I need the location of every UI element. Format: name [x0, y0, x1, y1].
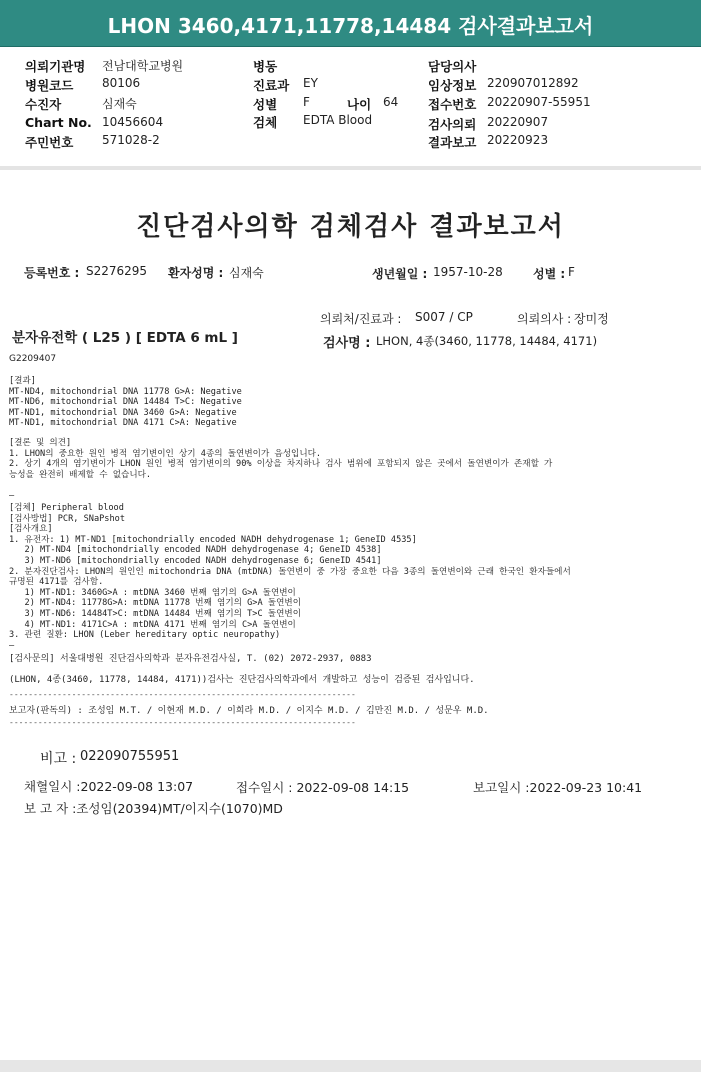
hospital-code-value: 80106 — [102, 76, 141, 90]
test-name-value: LHON, 4종(3460, 11778, 14484, 4171) — [376, 334, 598, 348]
clinical-info-value: 220907012892 — [487, 76, 579, 90]
dob-value: 1957-10-28 — [433, 265, 503, 279]
age-value: 64 — [383, 95, 399, 109]
patient-name-label: 환자성명 : — [168, 266, 224, 280]
contact-line: [검사문의] 서울대병원 진단검사의학과 분자유전검사실, T. (02) 2072-2937, 0883 — [9, 654, 372, 664]
sex-value: F — [303, 95, 310, 109]
registration-value: S2276295 — [86, 264, 148, 278]
department-label: 진료과 — [253, 78, 290, 93]
document-title: 진단검사의학 검체검사 결과보고서 — [136, 212, 565, 242]
patient-header — [0, 48, 701, 166]
report-title: LHON 3460,4171,11778,14484 검사결과보고서 — [107, 14, 594, 38]
sex-value-2: F — [568, 265, 575, 279]
sex-label: 성별 — [253, 97, 278, 112]
memo-value: 022090755951 — [80, 749, 180, 764]
resident-no-value: 571028-2 — [102, 133, 160, 147]
section-title: 분자유전학 ( L25 ) [ EDTA 6 mL ] — [12, 330, 238, 346]
receipt-no-label: 접수번호 — [428, 97, 477, 112]
department-value: EY — [303, 76, 318, 90]
conclusion-block: [결론 및 의견] 1. LHON의 중요한 원인 병적 염기변이인 상기 4종의 돌연변이가 음성입니다. 2. 상기 4개의 염기변이가 LHON 원인 병적 염기변이의 90% 이상을 차지하나 검사 범위에 포함되지 않은 곳에서 돌연변이가 존재할 가 능성을 완전히 배제할 수 없습니다. — — [9, 438, 553, 501]
sex-label-2: 성별 : — [533, 267, 566, 281]
doctor-label: 의뢰의사 : — [517, 312, 572, 326]
patient-label: 수진자 — [25, 97, 62, 112]
memo-label: 비고 : — [40, 751, 77, 767]
receipt-no-value: 20220907-55951 — [487, 95, 591, 109]
result-report-value: 20220923 — [487, 133, 549, 147]
test-request-label: 검사의뢰 — [428, 117, 477, 132]
resident-no-label: 주민번호 — [25, 135, 74, 150]
specimen-label: 검체 — [253, 115, 278, 130]
dept-label: 의뢰처/진료과 : — [320, 312, 402, 326]
ward-label: 병동 — [253, 59, 278, 74]
dashed-divider-top: ------------------------------------------------------------------------ — [9, 690, 356, 699]
chart-no-value: 10456604 — [102, 115, 164, 129]
test-name-label: 검사명 : — [323, 336, 371, 351]
doctor-value: 장미정 — [574, 312, 609, 326]
referring-institution-label: 의뢰기관명 — [25, 59, 86, 74]
report-code: G2209407 — [9, 354, 57, 364]
results-block: [결과] MT-ND4, mitochondrial DNA 11778 G>A: Negative MT-ND6, mitochondrial DNA 14484 T>C: Negative MT-ND1, mitochondrial DNA 3460 G>A: Negative MT-ND1, mitochondrial DNA 4171 C>A: Negative — [9, 376, 242, 429]
reporter-line: 보 고 자 :조성임(20394)MT/이지수(1070)MD — [24, 801, 283, 816]
bottom-strip — [0, 1060, 701, 1072]
specimen-value: EDTA Blood — [303, 113, 373, 127]
test-request-value: 20220907 — [487, 115, 549, 129]
dob-label: 생년월일 : — [372, 267, 428, 281]
result-report-label: 결과보고 — [428, 135, 477, 150]
hospital-code-label: 병원코드 — [25, 78, 74, 93]
dept-value: S007 / CP — [415, 310, 473, 324]
age-label: 나이 — [347, 97, 372, 112]
attending-doctor-label: 담당의사 — [428, 59, 477, 74]
receipt-time: 접수일시 : 2022-09-08 14:15 — [236, 780, 410, 795]
validation-note: (LHON, 4종(3460, 11778, 14484, 4171))검사는 진단검사의학과에서 개발하고 성능이 검증된 검사입니다. — [9, 675, 475, 685]
referring-institution-value: 전남대학교병원 — [102, 59, 184, 73]
collection-time: 채혈일시 :2022-09-08 13:07 — [24, 779, 194, 794]
patient-value: 심재숙 — [102, 97, 137, 111]
registration-label: 등록번호 : — [24, 266, 80, 280]
header-separator — [0, 166, 701, 170]
patient-name-value: 심재숙 — [229, 266, 264, 280]
report-document — [0, 172, 701, 1060]
reporters-line: 보고자(판독의) : 조성임 M.T. / 이현재 M.D. / 이희라 M.D. / 이지수 M.D. / 김만진 M.D. / 성문우 M.D. — [9, 706, 489, 716]
dashed-divider-bottom: ------------------------------------------------------------------------ — [9, 718, 356, 727]
chart-no-label: Chart No. — [25, 115, 92, 130]
report-time: 보고일시 :2022-09-23 10:41 — [473, 780, 643, 795]
clinical-info-label: 임상정보 — [428, 78, 477, 93]
method-block: [검체] Peripheral blood [검사방법] PCR, SNaPshot [검사개요] 1. 유전자: 1) MT-ND1 [mitochondrially encoded NADH dehydrogenase 1; GeneID 4535] 2) MT-ND4 [mitochondrially encoded NADH dehydrogenase 4; GeneID 4538] 3) MT-ND6 [mitochondrially encoded NADH dehydrogenase 6; GeneID 4541] 2. 분자진단검사: LHON의 원인인 mitochondria DNA (mtDNA) 돌연변이 중 가장 중요한 다음 3종의 돌연변이와 근래 한국인 환자들에서 규명된 4171를 검사함. 1) MT-ND1: 3460G>A : mtDNA 3460 번째 염기의 G>A 돌연변이 2) MT-ND4: 11778G>A: mtDNA 11778 번째 염기의 G>A 돌연변이 3) MT-ND6: 14484T>C: mtDNA 14484 번째 염기의 T>C 돌연변이 4) MT-ND1: 4171C>A : mtDNA 4171 번째 염기의 C>A 돌연변이 3. 관련 질환: LHON (Leber hereditary optic neuropathy) — — [9, 503, 571, 651]
report-title-bar — [0, 0, 701, 47]
